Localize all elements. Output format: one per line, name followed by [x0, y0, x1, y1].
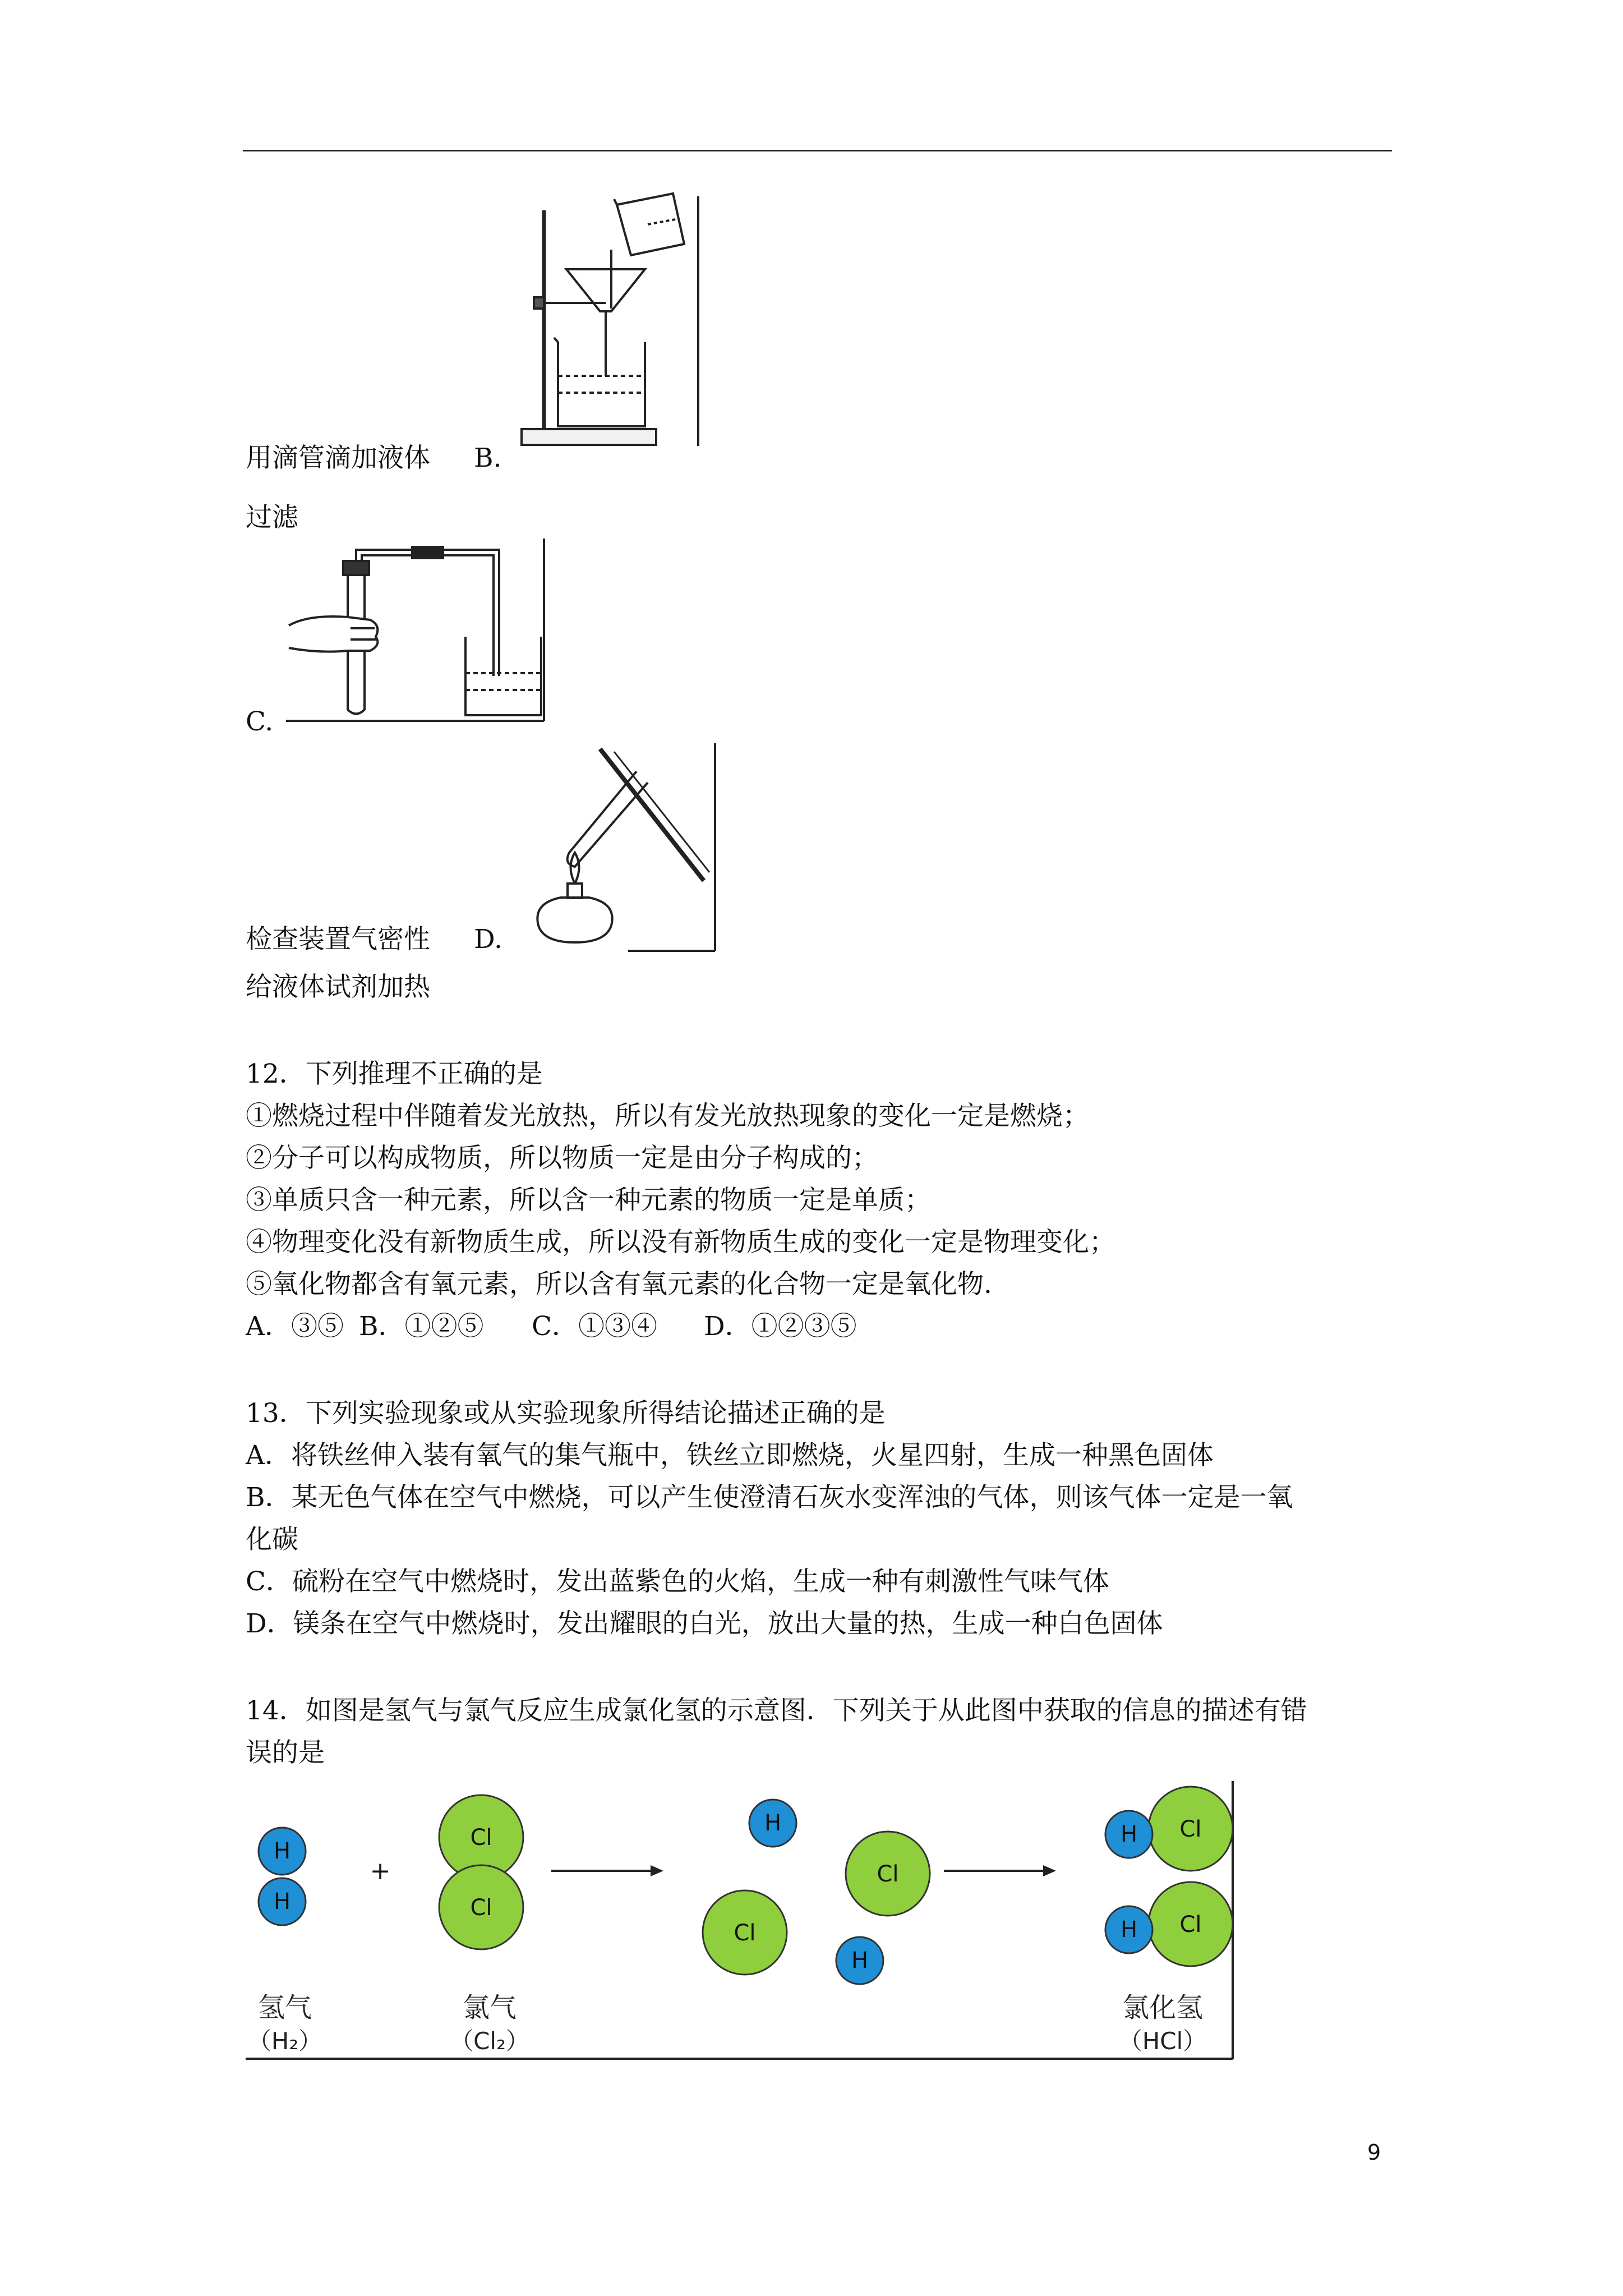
q12-item-5: ⑤氧化物都含有氧元素，所以含有氧元素的化合物一定是氧化物. — [246, 1269, 992, 1300]
cl-atom-label: Cl — [877, 1861, 899, 1887]
option-c-text: 检查装置气密性 — [246, 924, 430, 955]
h-atom-label: H — [851, 1948, 869, 1973]
reaction-arrow — [944, 1865, 1056, 1876]
q13-stem: 13．下列实验现象或从实验现象所得结论描述正确的是 — [246, 1398, 886, 1429]
q12-option-c: C．①③④ — [532, 1311, 657, 1342]
airtightness-check-figure — [286, 536, 550, 724]
page-number: 9 — [1367, 2140, 1381, 2165]
formula-h2: （H₂） — [247, 2027, 322, 2055]
hcl-molecule — [1105, 1787, 1233, 1871]
filtration-apparatus-figure — [505, 191, 707, 449]
label-hcl: 氯化氢 — [1122, 1992, 1204, 2023]
heating-liquid-figure — [516, 740, 718, 954]
separated-atoms — [703, 1800, 930, 1984]
cl2-molecule — [439, 1795, 523, 1949]
option-c-letter: C. — [246, 706, 274, 737]
h2-molecule — [259, 1828, 306, 1925]
h-atom-label: H — [273, 1838, 291, 1864]
option-d-letter: D. — [474, 924, 502, 955]
h-atom-label: H — [764, 1810, 782, 1836]
q12-item-3: ③单质只含一种元素，所以含一种元素的物质一定是单质； — [246, 1185, 931, 1216]
header-rule — [243, 150, 1392, 151]
h-atom-label: H — [273, 1889, 291, 1915]
option-b-text: 过滤 — [246, 502, 298, 533]
formula-cl2: （Cl₂） — [450, 2027, 529, 2055]
reaction-diagram — [246, 1781, 1244, 2062]
cl-atom-label: Cl — [470, 1895, 492, 1921]
option-b-letter: B. — [474, 443, 502, 473]
h-atom-label: H — [1120, 1917, 1138, 1943]
q13-option-b-line1: B．某无色气体在空气中燃烧，可以产生使澄清石灰水变浑浊的气体，则该气体一定是一氧 — [246, 1482, 1293, 1513]
q12-option-b: B．①②⑤ — [359, 1311, 484, 1342]
option-d-text: 给液体试剂加热 — [246, 972, 430, 1002]
reaction-arrow — [551, 1865, 663, 1876]
q14-stem-line1: 14．如图是氢气与氯气反应生成氯化氢的示意图．下列关于从此图中获取的信息的描述有错 — [246, 1695, 1307, 1726]
hcl-molecule — [1105, 1882, 1233, 1966]
plus-sign: + — [370, 1857, 391, 1885]
cl-atom-label: Cl — [1179, 1912, 1202, 1938]
formula-hcl: （HCl） — [1118, 2027, 1207, 2055]
cl-atom-label: Cl — [470, 1825, 492, 1851]
h-atom-label: H — [1120, 1821, 1138, 1847]
q14-stem-line2: 误的是 — [246, 1737, 325, 1768]
q12-option-a: A．③⑤ — [246, 1311, 344, 1342]
option-a-text: 用滴管滴加液体 — [246, 443, 430, 473]
q12-item-4: ④物理变化没有新物质生成，所以没有新物质生成的变化一定是物理变化； — [246, 1227, 1115, 1258]
q13-option-c: C．硫粉在空气中燃烧时，发出蓝紫色的火焰，生成一种有刺激性气味气体 — [246, 1566, 1109, 1597]
cl-atom-label: Cl — [734, 1920, 756, 1946]
label-h2: 氢气 — [257, 1992, 312, 2023]
q12-item-2: ②分子可以构成物质，所以物质一定是由分子构成的； — [246, 1143, 878, 1174]
q12-option-d: D．①②③⑤ — [704, 1311, 857, 1342]
q13-option-d: D．镁条在空气中燃烧时，发出耀眼的白光，放出大量的热，生成一种白色固体 — [246, 1608, 1163, 1639]
q13-option-a: A．将铁丝伸入装有氧气的集气瓶中，铁丝立即燃烧，火星四射，生成一种黑色固体 — [246, 1440, 1214, 1471]
q12-item-1: ①燃烧过程中伴随着发光放热，所以有发光放热现象的变化一定是燃烧； — [246, 1101, 1089, 1131]
label-cl2: 氯气 — [462, 1992, 517, 2023]
cl-atom-label: Cl — [1179, 1816, 1202, 1842]
q12-stem: 12．下列推理不正确的是 — [246, 1059, 543, 1089]
q13-option-b-line2: 化碳 — [246, 1524, 298, 1555]
